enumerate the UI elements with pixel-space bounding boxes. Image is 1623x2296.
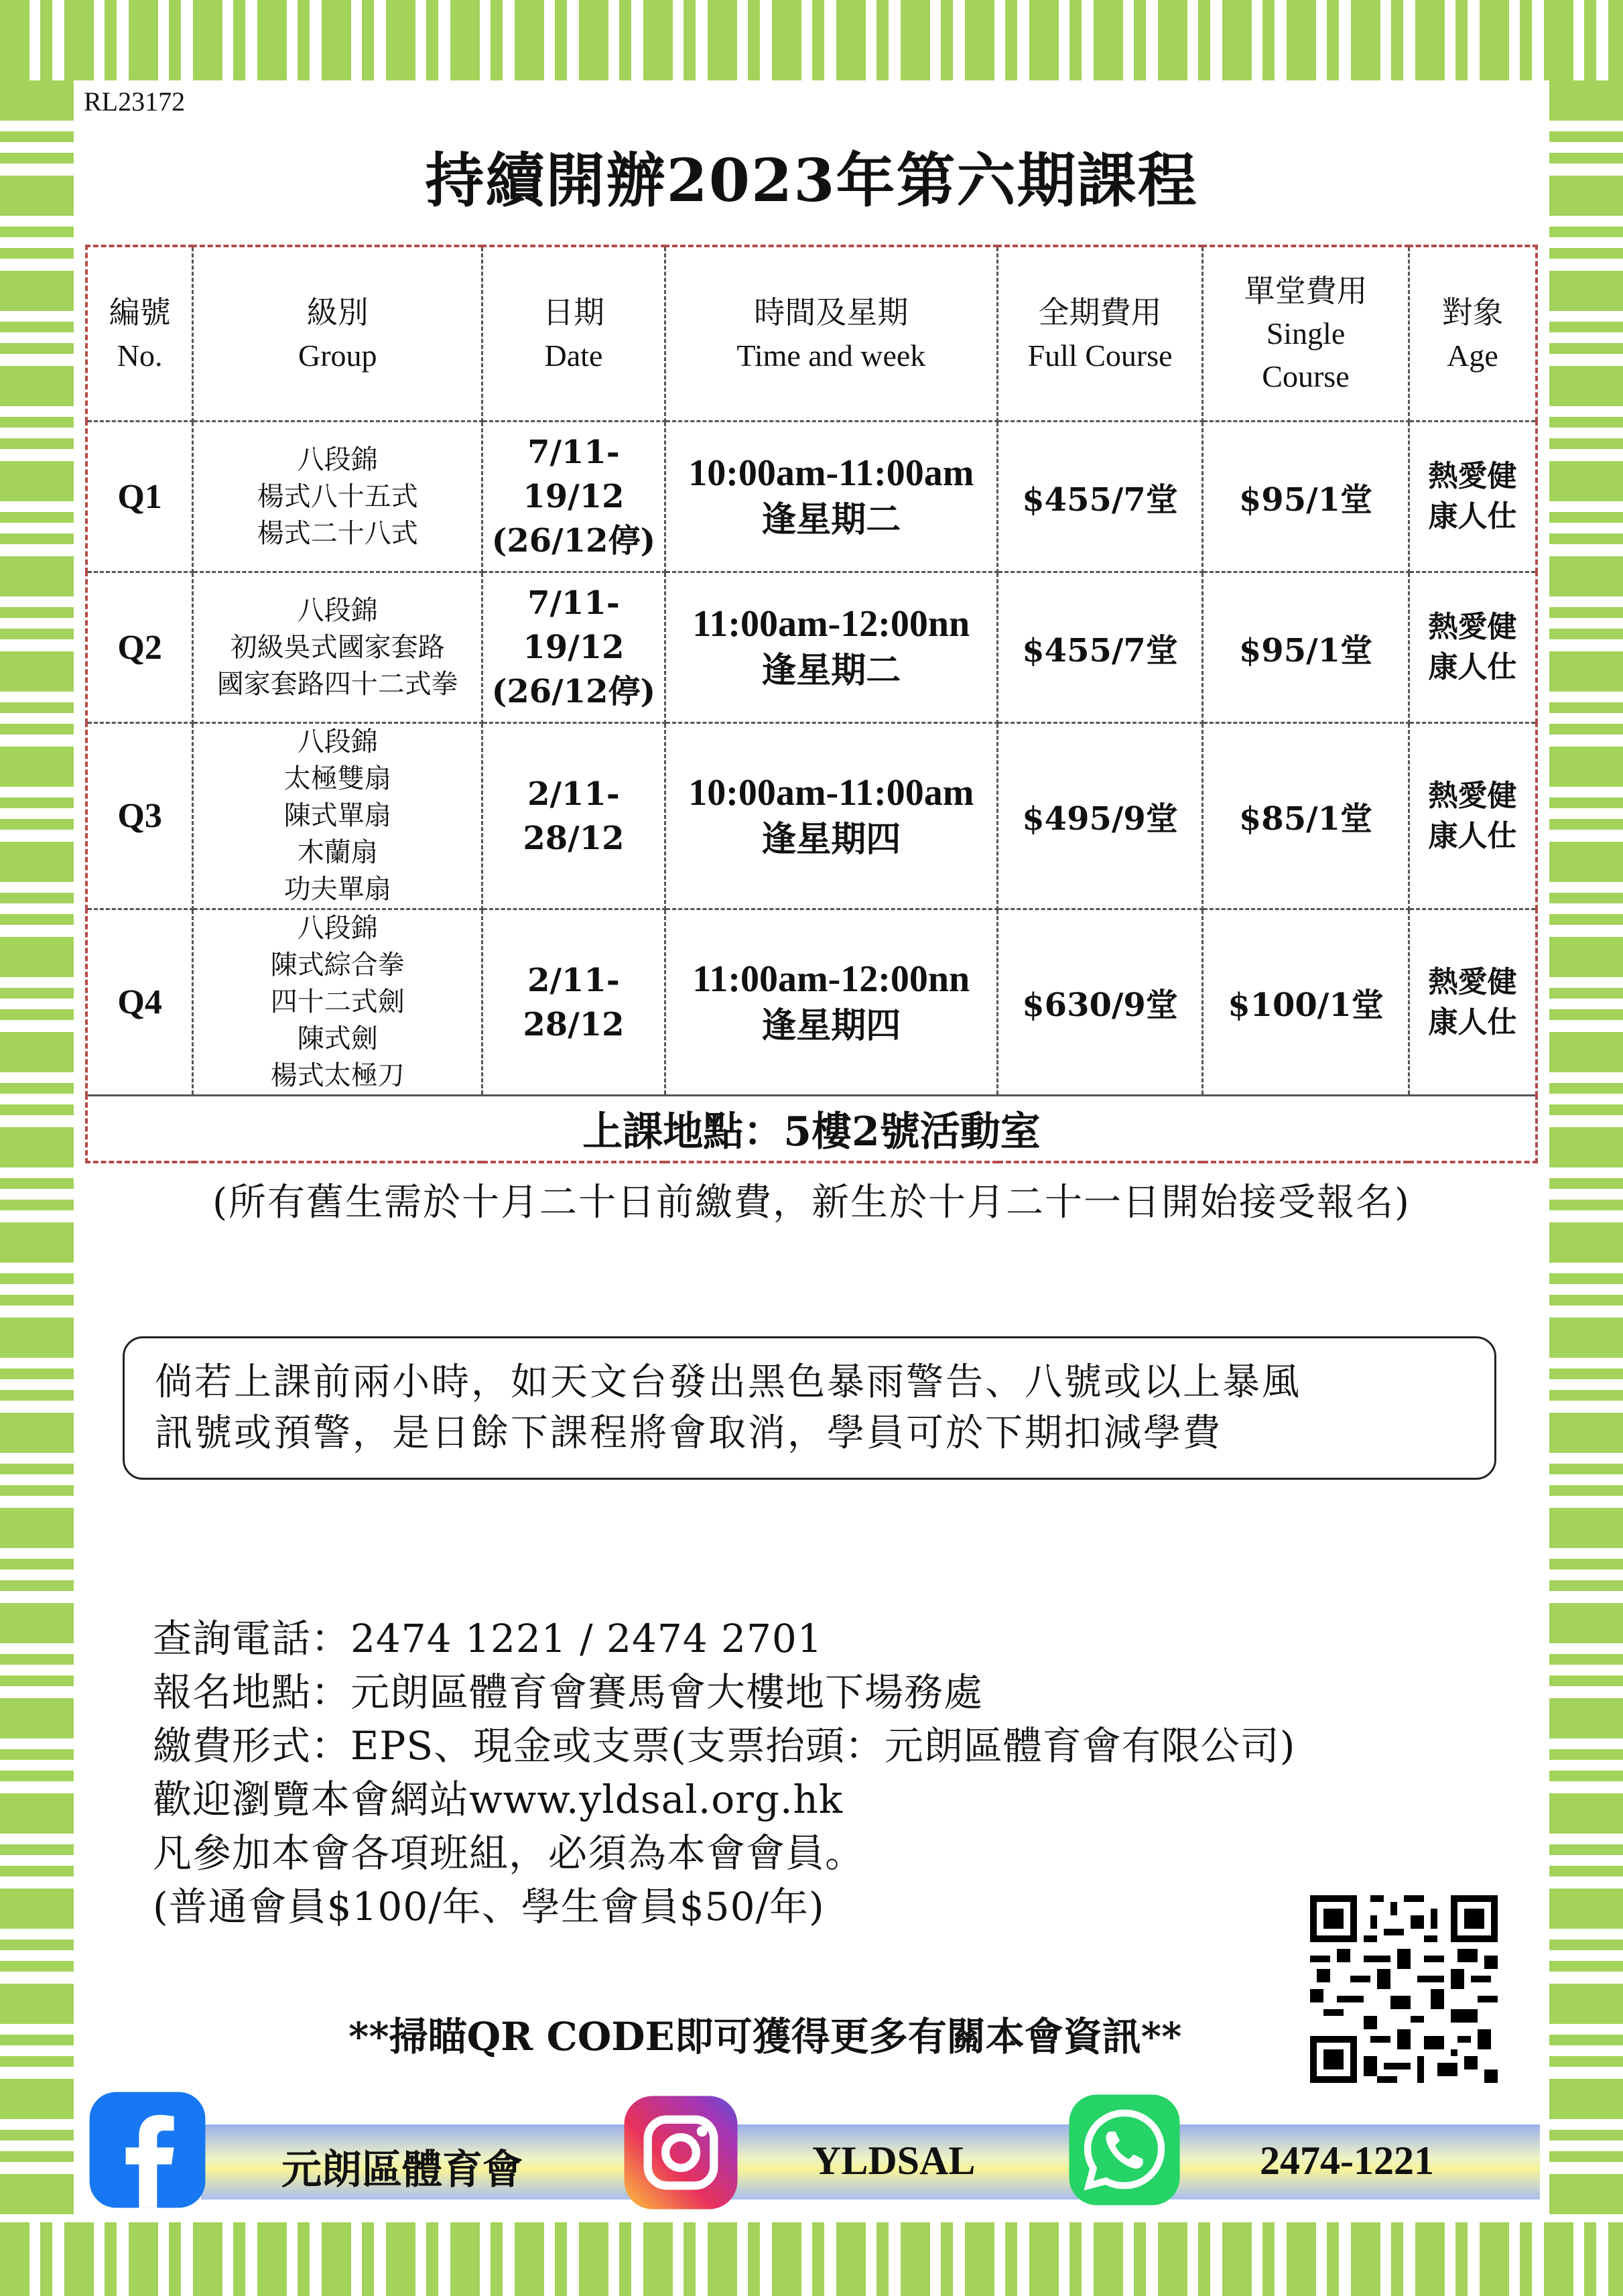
document-code: RL23172 bbox=[84, 86, 186, 117]
membership-requirement: 凡參加本會各項班組，必須為本會會員。 bbox=[153, 1830, 865, 1876]
registration-venue: 報名地點：元朗區體育會賽馬會大樓地下場務處 bbox=[153, 1669, 984, 1715]
course-single-fee: $95/1堂 bbox=[1203, 572, 1409, 723]
course-table bbox=[85, 245, 1538, 1163]
course-full-fee: $630/9堂 bbox=[998, 909, 1203, 1096]
qr-code[interactable] bbox=[1310, 1895, 1498, 2083]
enrolment-note: (所有舊生需於十月二十日前繳費，新生於十月二十一日開始接受報名) bbox=[212, 1181, 1411, 1224]
course-group: 八段錦 太極雙扇 陳式單扇 木蘭扇 功夫單扇 bbox=[193, 723, 482, 909]
course-date: 2/11-28/12 bbox=[482, 723, 665, 909]
class-location: 上課地點：5樓2號活動室 bbox=[86, 1096, 1537, 1163]
whatsapp-icon[interactable] bbox=[1067, 2092, 1182, 2208]
course-time: 10:00am-11:00am 逢星期二 bbox=[665, 422, 998, 572]
location-row bbox=[86, 1096, 1537, 1163]
course-age: 熱愛健 康人仕 bbox=[1409, 572, 1537, 723]
header-single-course: 單堂費用 Single Course bbox=[1203, 246, 1409, 422]
course-number: Q2 bbox=[86, 572, 193, 723]
header-time: 時間及星期 Time and week bbox=[665, 246, 998, 422]
table-row bbox=[86, 909, 1537, 1096]
course-age: 熱愛健 康人仕 bbox=[1409, 909, 1537, 1096]
course-date: 7/11-19/12 (26/12停) bbox=[482, 422, 665, 572]
border-left bbox=[0, 80, 74, 2218]
website-line[interactable]: 歡迎瀏覽本會網站www.yldsal.org.hk bbox=[153, 1777, 843, 1822]
header-age: 對象 Age bbox=[1409, 246, 1537, 422]
whatsapp-label[interactable]: 2474-1221 bbox=[1260, 2139, 1434, 2183]
weather-notice-line-2: 訊號或預警，是日餘下課程將會取消，學員可於下期扣減學費 bbox=[155, 1411, 1222, 1455]
table-row bbox=[86, 572, 1537, 723]
header-full-course: 全期費用 Full Course bbox=[998, 246, 1203, 422]
payment-methods: 繳費形式：EPS、現金或支票(支票抬頭：元朗區體育會有限公司) bbox=[153, 1723, 1296, 1769]
enquiry-phone: 查詢電話：2474 1221 / 2474 2701 bbox=[153, 1616, 823, 1661]
border-top bbox=[0, 0, 1623, 80]
course-time: 11:00am-12:00nn 逢星期二 bbox=[665, 572, 998, 723]
course-full-fee: $495/9堂 bbox=[998, 723, 1203, 909]
qr-caption: **掃瞄QR CODE即可獲得更多有關本會資訊** bbox=[348, 2014, 1182, 2059]
weather-notice-line-1: 倘若上課前兩小時，如天文台發出黑色暴雨警告、八號或以上暴風 bbox=[155, 1360, 1301, 1404]
table-row bbox=[86, 422, 1537, 572]
course-age: 熱愛健 康人仕 bbox=[1409, 723, 1537, 909]
contact-info bbox=[153, 1612, 1295, 1933]
course-full-fee: $455/7堂 bbox=[998, 422, 1203, 572]
header-group: 級別 Group bbox=[193, 246, 482, 422]
membership-fees: (普通會員$100/年、學生會員$50/年) bbox=[153, 1884, 825, 1929]
course-single-fee: $95/1堂 bbox=[1203, 422, 1409, 572]
course-age: 熱愛健 康人仕 bbox=[1409, 422, 1537, 572]
facebook-icon[interactable] bbox=[86, 2090, 209, 2210]
header-date: 日期 Date bbox=[482, 246, 665, 422]
course-time: 10:00am-11:00am 逢星期四 bbox=[665, 723, 998, 909]
weather-notice bbox=[123, 1336, 1496, 1480]
facebook-label[interactable]: 元朗區體育會 bbox=[281, 2148, 523, 2192]
course-group: 八段錦 初級吳式國家套路 國家套路四十二式拳 bbox=[193, 572, 482, 723]
table-header-row bbox=[86, 246, 1537, 422]
course-number: Q4 bbox=[86, 909, 193, 1096]
course-group: 八段錦 陳式綜合拳 四十二式劍 陳式劍 楊式太極刀 bbox=[193, 909, 482, 1096]
table-row bbox=[86, 723, 1537, 909]
course-single-fee: $100/1堂 bbox=[1203, 909, 1409, 1096]
instagram-icon[interactable] bbox=[622, 2094, 740, 2212]
course-number: Q1 bbox=[86, 422, 193, 572]
page-title: 持續開辦2023年第六期課程 bbox=[425, 145, 1198, 215]
course-date: 2/11-28/12 bbox=[482, 909, 665, 1096]
course-date: 7/11-19/12 (26/12停) bbox=[482, 572, 665, 723]
course-number: Q3 bbox=[86, 723, 193, 909]
course-full-fee: $455/7堂 bbox=[998, 572, 1203, 723]
course-group: 八段錦 楊式八十五式 楊式二十八式 bbox=[193, 422, 482, 572]
instagram-label[interactable]: YLDSAL bbox=[812, 2139, 976, 2183]
border-bottom bbox=[0, 2222, 1623, 2296]
border-right bbox=[1549, 80, 1623, 2218]
course-time: 11:00am-12:00nn 逢星期四 bbox=[665, 909, 998, 1096]
header-no: 編號 No. bbox=[86, 246, 193, 422]
course-single-fee: $85/1堂 bbox=[1203, 723, 1409, 909]
